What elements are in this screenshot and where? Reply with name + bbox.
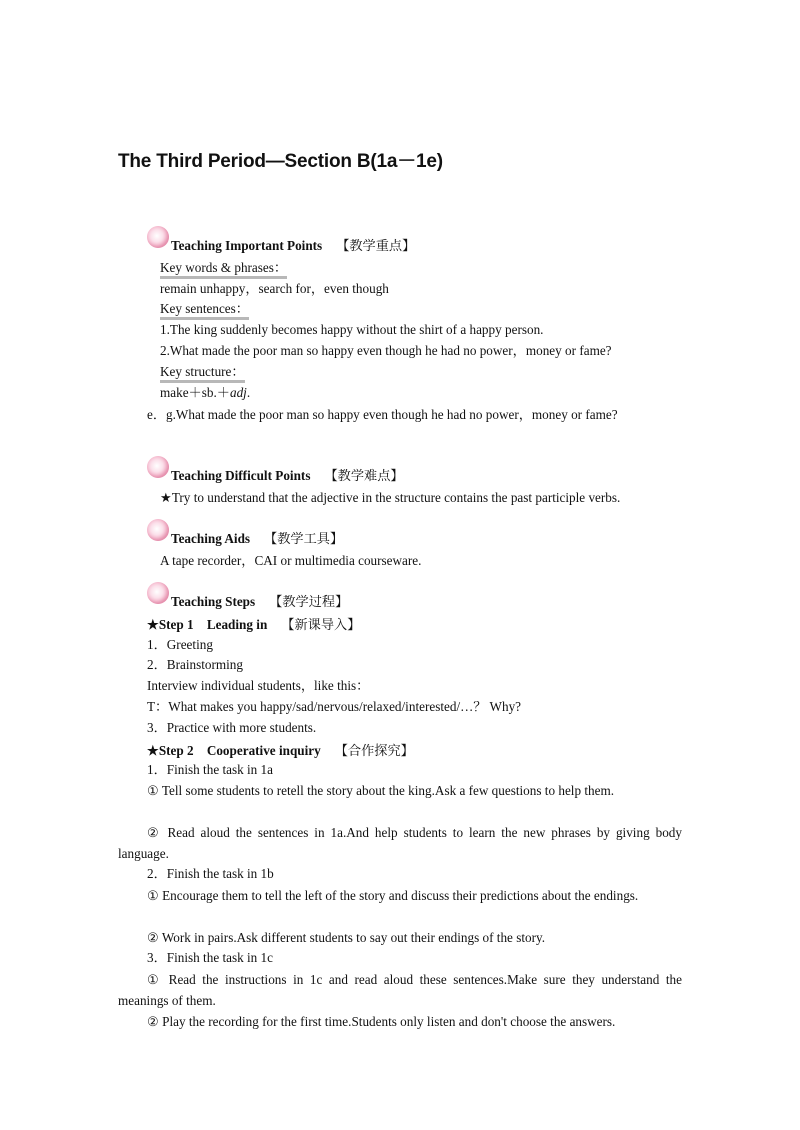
heading-cn: 【教学过程】	[269, 594, 349, 609]
heading-difficult-points	[147, 462, 404, 484]
heading-label: Teaching Steps	[171, 594, 256, 609]
step1-item-2: 2．Brainstorming	[147, 657, 243, 672]
heading-label: Teaching Difficult Points	[171, 468, 311, 483]
step2-item-8: ① Read the instructions in 1c and read aloud these sentences.Make sure they understand the meanings of them.	[118, 972, 682, 1008]
flower-bullet-icon	[147, 582, 169, 604]
key-words: remain unhappy，search for，even though	[160, 281, 389, 296]
step2-item-7: 3．Finish the task in 1c	[147, 950, 274, 965]
key-words-label: Key words & phrases：	[160, 260, 287, 279]
step1-item-5: 3．Practice with more students.	[147, 720, 317, 735]
heading-teaching-steps	[147, 588, 348, 610]
key-structure: make＋sb.＋adj.	[160, 385, 251, 400]
key-structure-label: Key structure：	[160, 364, 245, 383]
key-sentence-2: 2.What made the poor man so happy even though he had no power，money or fame?	[160, 343, 612, 358]
key-sentences-label: Key sentences：	[160, 301, 249, 320]
page-title: The Third Period—Section B(1a－1e)	[118, 151, 443, 172]
heading-label: Teaching Important Points	[171, 238, 323, 253]
step2-item-9: ② Play the recording for the first time.Students only listen and don't choose the answers.	[147, 1014, 616, 1029]
step2-item-3: ② Read aloud the sentences in 1a.And help students to learn the new phrases by giving body language.	[118, 825, 682, 861]
step1-item-4: T：What makes you happy/sad/nervous/relaxed/interested/…？ Why?	[147, 699, 522, 714]
key-sentence-1: 1.The king suddenly becomes happy without the shirt of a happy person.	[160, 322, 544, 337]
heading-teaching-aids	[147, 525, 343, 547]
heading-important-points	[147, 232, 415, 254]
step1-item-1: 1．Greeting	[147, 637, 213, 652]
example-sentence: e．g.What made the poor man so happy even though he had no power，money or fame?	[147, 407, 618, 422]
heading-cn: 【教学重点】	[336, 238, 416, 253]
step2-item-1: 1．Finish the task in 1a	[147, 762, 274, 777]
step2-item-2: ① Tell some students to retell the story about the king.Ask a few questions to help them.	[147, 783, 615, 798]
difficult-point: ★Try to understand that the adjective in the structure contains the past participle verbs.	[160, 490, 621, 505]
heading-cn: 【教学工具】	[264, 531, 344, 546]
aids-text: A tape recorder，CAI or multimedia courseware.	[160, 553, 422, 568]
step2-item-4: 2．Finish the task in 1b	[147, 866, 274, 881]
step-1-heading: ★Step 1 Leading in 【新课导入】	[147, 617, 361, 632]
step2-item-5: ① Encourage them to tell the left of the story and discuss their predictions about the endings.	[147, 888, 639, 903]
flower-bullet-icon	[147, 226, 169, 248]
step1-item-3: Interview individual students，like this：	[147, 678, 370, 693]
step-2-heading: ★Step 2 Cooperative inquiry 【合作探究】	[147, 743, 414, 758]
flower-bullet-icon	[147, 519, 169, 541]
heading-cn: 【教学难点】	[324, 468, 404, 483]
flower-bullet-icon	[147, 456, 169, 478]
step2-item-6: ② Work in pairs.Ask different students to say out their endings of the story.	[147, 930, 546, 945]
heading-label: Teaching Aids	[171, 531, 251, 546]
